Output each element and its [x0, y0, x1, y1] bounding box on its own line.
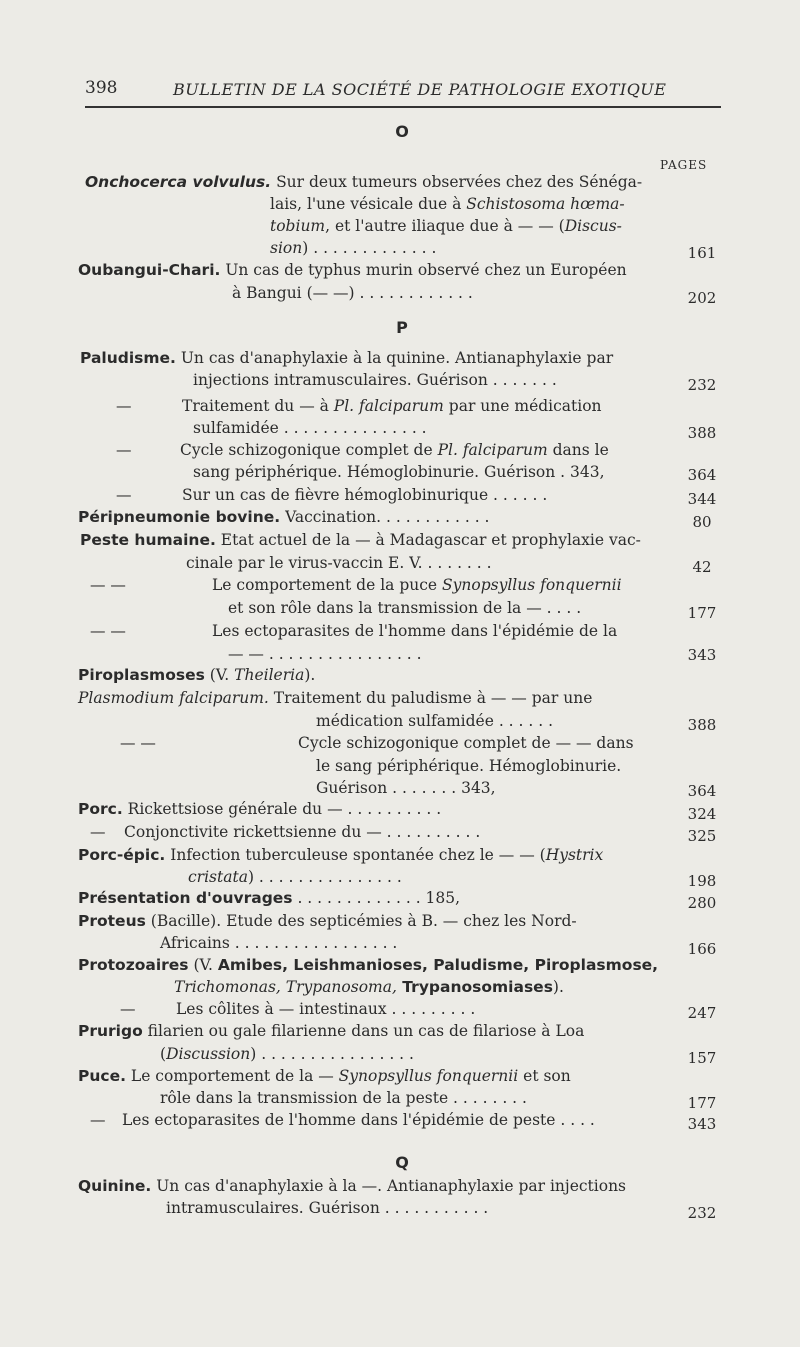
page-ref: 247	[687, 1004, 717, 1022]
page-ref: 344	[687, 490, 717, 508]
section-letter-o: O	[395, 122, 409, 141]
page-ref: 177	[687, 1094, 717, 1112]
running-title: BULLETIN DE LA SOCIÉTÉ DE PATHOLOGIE EXOTIQUE	[173, 80, 667, 99]
page-ref: 324	[687, 805, 717, 823]
page-ref: 157	[687, 1049, 717, 1067]
page-ref: 232	[687, 1204, 717, 1222]
page-number: 398	[85, 78, 118, 98]
page-ref: 325	[687, 827, 717, 845]
page-ref: 42	[692, 558, 712, 576]
page-ref: 166	[687, 940, 717, 958]
page-header	[85, 78, 721, 102]
page-ref: 388	[687, 716, 717, 734]
pages-column-label: PAGES	[660, 158, 708, 172]
page-ref: 343	[687, 1115, 717, 1133]
page-ref: 388	[687, 424, 717, 442]
page-ref: 364	[687, 782, 717, 800]
header-rule	[85, 106, 721, 108]
page-ref: 343	[687, 646, 717, 664]
page-ref: 364	[687, 466, 717, 484]
page-ref: 202	[687, 289, 717, 307]
section-letter-p: P	[396, 318, 408, 337]
page-ref: 177	[687, 604, 717, 622]
page-ref: 80	[692, 513, 712, 531]
page-ref: 161	[687, 244, 717, 262]
section-letter-q: Q	[395, 1153, 409, 1172]
page-ref: 198	[687, 872, 717, 890]
page-ref: 232	[687, 376, 717, 394]
page-ref: 280	[687, 894, 717, 912]
